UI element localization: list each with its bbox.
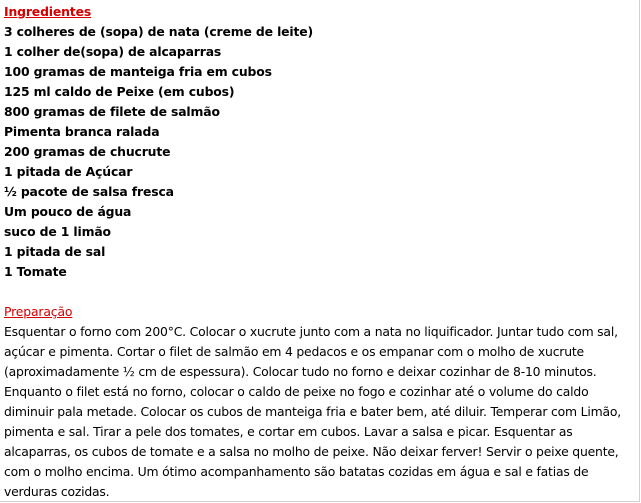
ingredient-item: 1 Tomate xyxy=(4,264,67,279)
ingredient-item: 3 colheres de (sopa) de nata (creme de leite) xyxy=(4,24,314,39)
preparation-heading: Preparação xyxy=(4,304,73,319)
preparation-line: Esquentar o forno com 200°C. Colocar o xucrute junto com a nata no liquificador. Juntar tudo com sal, xyxy=(4,324,618,339)
ingredients-heading: Ingredientes xyxy=(4,4,92,19)
ingredient-item: 125 ml caldo de Peixe (em cubos) xyxy=(4,84,235,99)
ingredient-item: Um pouco de água xyxy=(4,204,132,219)
ingredient-item: ½ pacote de salsa fresca xyxy=(4,184,174,199)
ingredients-list xyxy=(4,22,634,282)
section-spacer xyxy=(4,282,634,302)
preparation-line: diminuir pala metade. Colocar os cubos de manteiga fria e bater bem, até diluir. Temperar com Limão, xyxy=(4,404,621,419)
ingredient-item: Pimenta branca ralada xyxy=(4,124,160,139)
preparation-text xyxy=(4,322,634,502)
preparation-line: açúcar e pimenta. Cortar o filet de salmão em 4 pedacos e os empanar com o molho de xucrute xyxy=(4,344,584,359)
preparation-line: (aproximadamente ½ cm de espessura). Colocar tudo no forno e deixar cozinhar de 8-10 minutos. xyxy=(4,364,597,379)
ingredient-item: 100 gramas de manteiga fria em cubos xyxy=(4,64,272,79)
preparation-line: verduras cozidas. xyxy=(4,484,110,499)
ingredient-item: 800 gramas de filete de salmão xyxy=(4,104,220,119)
preparation-line: com o molho encima. Um ótimo acompanhamento são batatas cozidas em água e sal e fatias de xyxy=(4,464,589,479)
recipe-document xyxy=(4,2,634,502)
ingredient-item: 1 pitada de sal xyxy=(4,244,106,259)
preparation-line: alcaparras, os cubos de tomate e a salsa no molho de peixe. Não deixar ferver! Servir o peixe quente, xyxy=(4,444,619,459)
ingredient-item: 200 gramas de chucrute xyxy=(4,144,171,159)
ingredient-item: suco de 1 limão xyxy=(4,224,111,239)
preparation-line: Enquanto o filet está no forno, colocar o caldo de peixe no fogo e cozinhar até o volume do caldo xyxy=(4,384,589,399)
ingredient-item: 1 pitada de Açúcar xyxy=(4,164,133,179)
ingredient-item: 1 colher de(sopa) de alcaparras xyxy=(4,44,222,59)
preparation-line: pimenta e sal. Tirar a pele dos tomates, e cortar em cubos. Lavar a salsa e picar. Esquentar as xyxy=(4,424,573,439)
